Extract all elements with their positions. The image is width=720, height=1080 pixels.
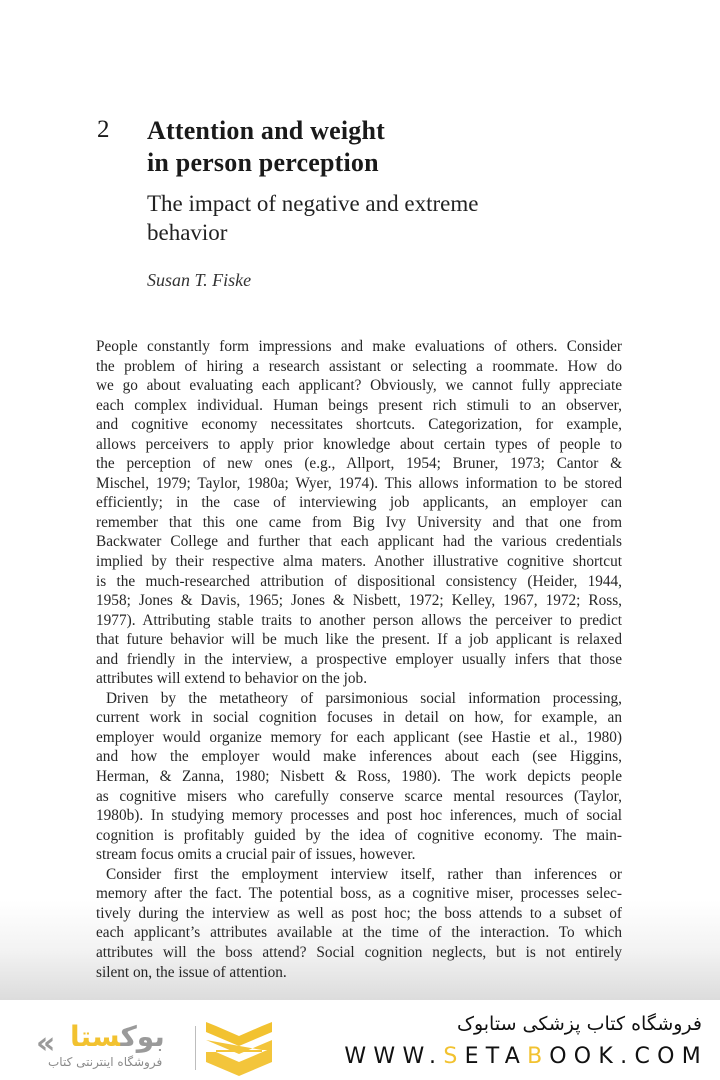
- logo-wordmark-gray: بوک: [120, 1020, 165, 1053]
- text-line: each complex individual. Human beings present rich stimuli to an observer,: [96, 396, 622, 414]
- shop-name: فروشگاه کتاب پزشکی ستابوک: [456, 1013, 702, 1035]
- text-line: cognition is profitably guided by the idea of cognitive economy. The main-: [96, 826, 622, 844]
- url-part: WWW.: [344, 1044, 444, 1069]
- chapter-subtitle: [147, 189, 478, 247]
- text-line: Driven by the metatheory of parsimonious social information processing,: [106, 689, 622, 707]
- paragraph: [96, 865, 622, 982]
- text-line: remember that this one came from Big Ivy University and that one from: [96, 513, 622, 531]
- text-line: 1977). Attributing stable traits to another person allows the perceiver to predict: [96, 611, 622, 629]
- text-line: each applicant’s attributes available at the time of the interaction. To which: [96, 924, 622, 942]
- text-line: efficiently; in the case of interviewing job applicants, an employer can: [96, 494, 622, 512]
- logo-tagline: فروشگاه اینترنتی کتاب: [48, 1055, 163, 1069]
- double-chevron-left-icon: «: [36, 1026, 50, 1061]
- logo-divider: [195, 1026, 196, 1070]
- logo-wordmark: [70, 1020, 165, 1053]
- text-line: allows perceivers to apply prior knowledge about certain types of people to: [96, 435, 622, 453]
- chapter-number: 2: [97, 116, 110, 143]
- paragraph: [96, 689, 622, 865]
- text-line: Herman, & Zanna, 1980; Nisbett & Ross, 1980). The work depicts people: [96, 768, 622, 786]
- text-line: current work in social cognition focuses in detail on how, for example, an: [96, 709, 622, 727]
- text-line: memory after the fact. The potential boss, as a cognitive miser, processes selec-: [96, 885, 622, 903]
- url-part-accent: S: [443, 1044, 465, 1069]
- url-part-accent: B: [527, 1044, 550, 1069]
- text-line: 1980b). In studying memory processes and post hoc inferences, much of social: [96, 807, 622, 825]
- text-line: stream focus omits a crucial pair of issues, however.: [96, 846, 416, 864]
- logo-wordmark-yellow: ستا: [70, 1020, 121, 1053]
- chapter-title-line: Attention and weight: [147, 116, 386, 145]
- text-line: implied by their respective alma maters. Another illustrative cognitive shortcut: [96, 553, 622, 571]
- text-line: silent on, the issue of attention.: [96, 963, 287, 981]
- text-line: tively during the interview as well as post hoc; the boss attends to a subset of: [96, 904, 622, 922]
- text-line: People constantly form impressions and make evaluations of others. Consider: [96, 338, 622, 355]
- text-line: is the much-researched attribution of dispositional consistency (Heider, 1944,: [96, 572, 622, 590]
- text-line: and cognitive economy necessitates shortcuts. Categorization, for example,: [96, 416, 622, 434]
- text-line: the perception of new ones (e.g., Allport, 1954; Bruner, 1973; Cantor &: [96, 455, 622, 473]
- author-name: Susan T. Fiske: [147, 270, 252, 290]
- setabook-chevron-mark-icon: [206, 1022, 272, 1076]
- chapter-title: [147, 115, 385, 179]
- subtitle-line: The impact of negative and extreme: [147, 191, 479, 216]
- text-line: we go about evaluating each applicant? Obviously, we cannot fully appreciate: [96, 377, 622, 395]
- text-line: that future behavior will be much like the present. If a job applicant is relaxed: [96, 631, 622, 649]
- url-part: ETA: [464, 1044, 528, 1069]
- text-line: Mischel, 1979; Taylor, 1980a; Wyer, 1974). This allows information to be stored: [96, 474, 622, 492]
- text-line: and how the employer would make inferences about each (see Higgins,: [96, 748, 622, 766]
- text-line: attributes will the boss attend? Social cognition neglects, but is not entirely: [96, 943, 622, 961]
- chapter-title-line: in person perception: [147, 148, 379, 177]
- paragraph: [96, 337, 622, 689]
- site-url: [344, 1044, 708, 1069]
- url-part: OOK.COM: [549, 1044, 708, 1069]
- text-line: attributes will extend to behavior on the job.: [96, 670, 368, 688]
- body-text: [96, 337, 622, 982]
- subtitle-line: behavior: [147, 220, 228, 245]
- text-line: Backwater College and further that each applicant had the various credentials: [96, 533, 622, 551]
- text-line: as cognitive misers who carefully conserve scarce mental resources (Taylor,: [96, 787, 622, 805]
- text-line: employer would organize memory for each applicant (see Hastie et al., 1980): [96, 728, 622, 746]
- text-line: the problem of hiring a research assistant or selecting a roommate. How do: [96, 357, 622, 375]
- text-line: and friendly in the interview, a prospective employer usually infers that those: [96, 650, 622, 668]
- text-line: Consider first the employment interview itself, rather than inferences or: [106, 865, 622, 883]
- text-line: 1958; Jones & Davis, 1965; Jones & Nisbett, 1972; Kelley, 1967, 1972; Ross,: [96, 592, 622, 610]
